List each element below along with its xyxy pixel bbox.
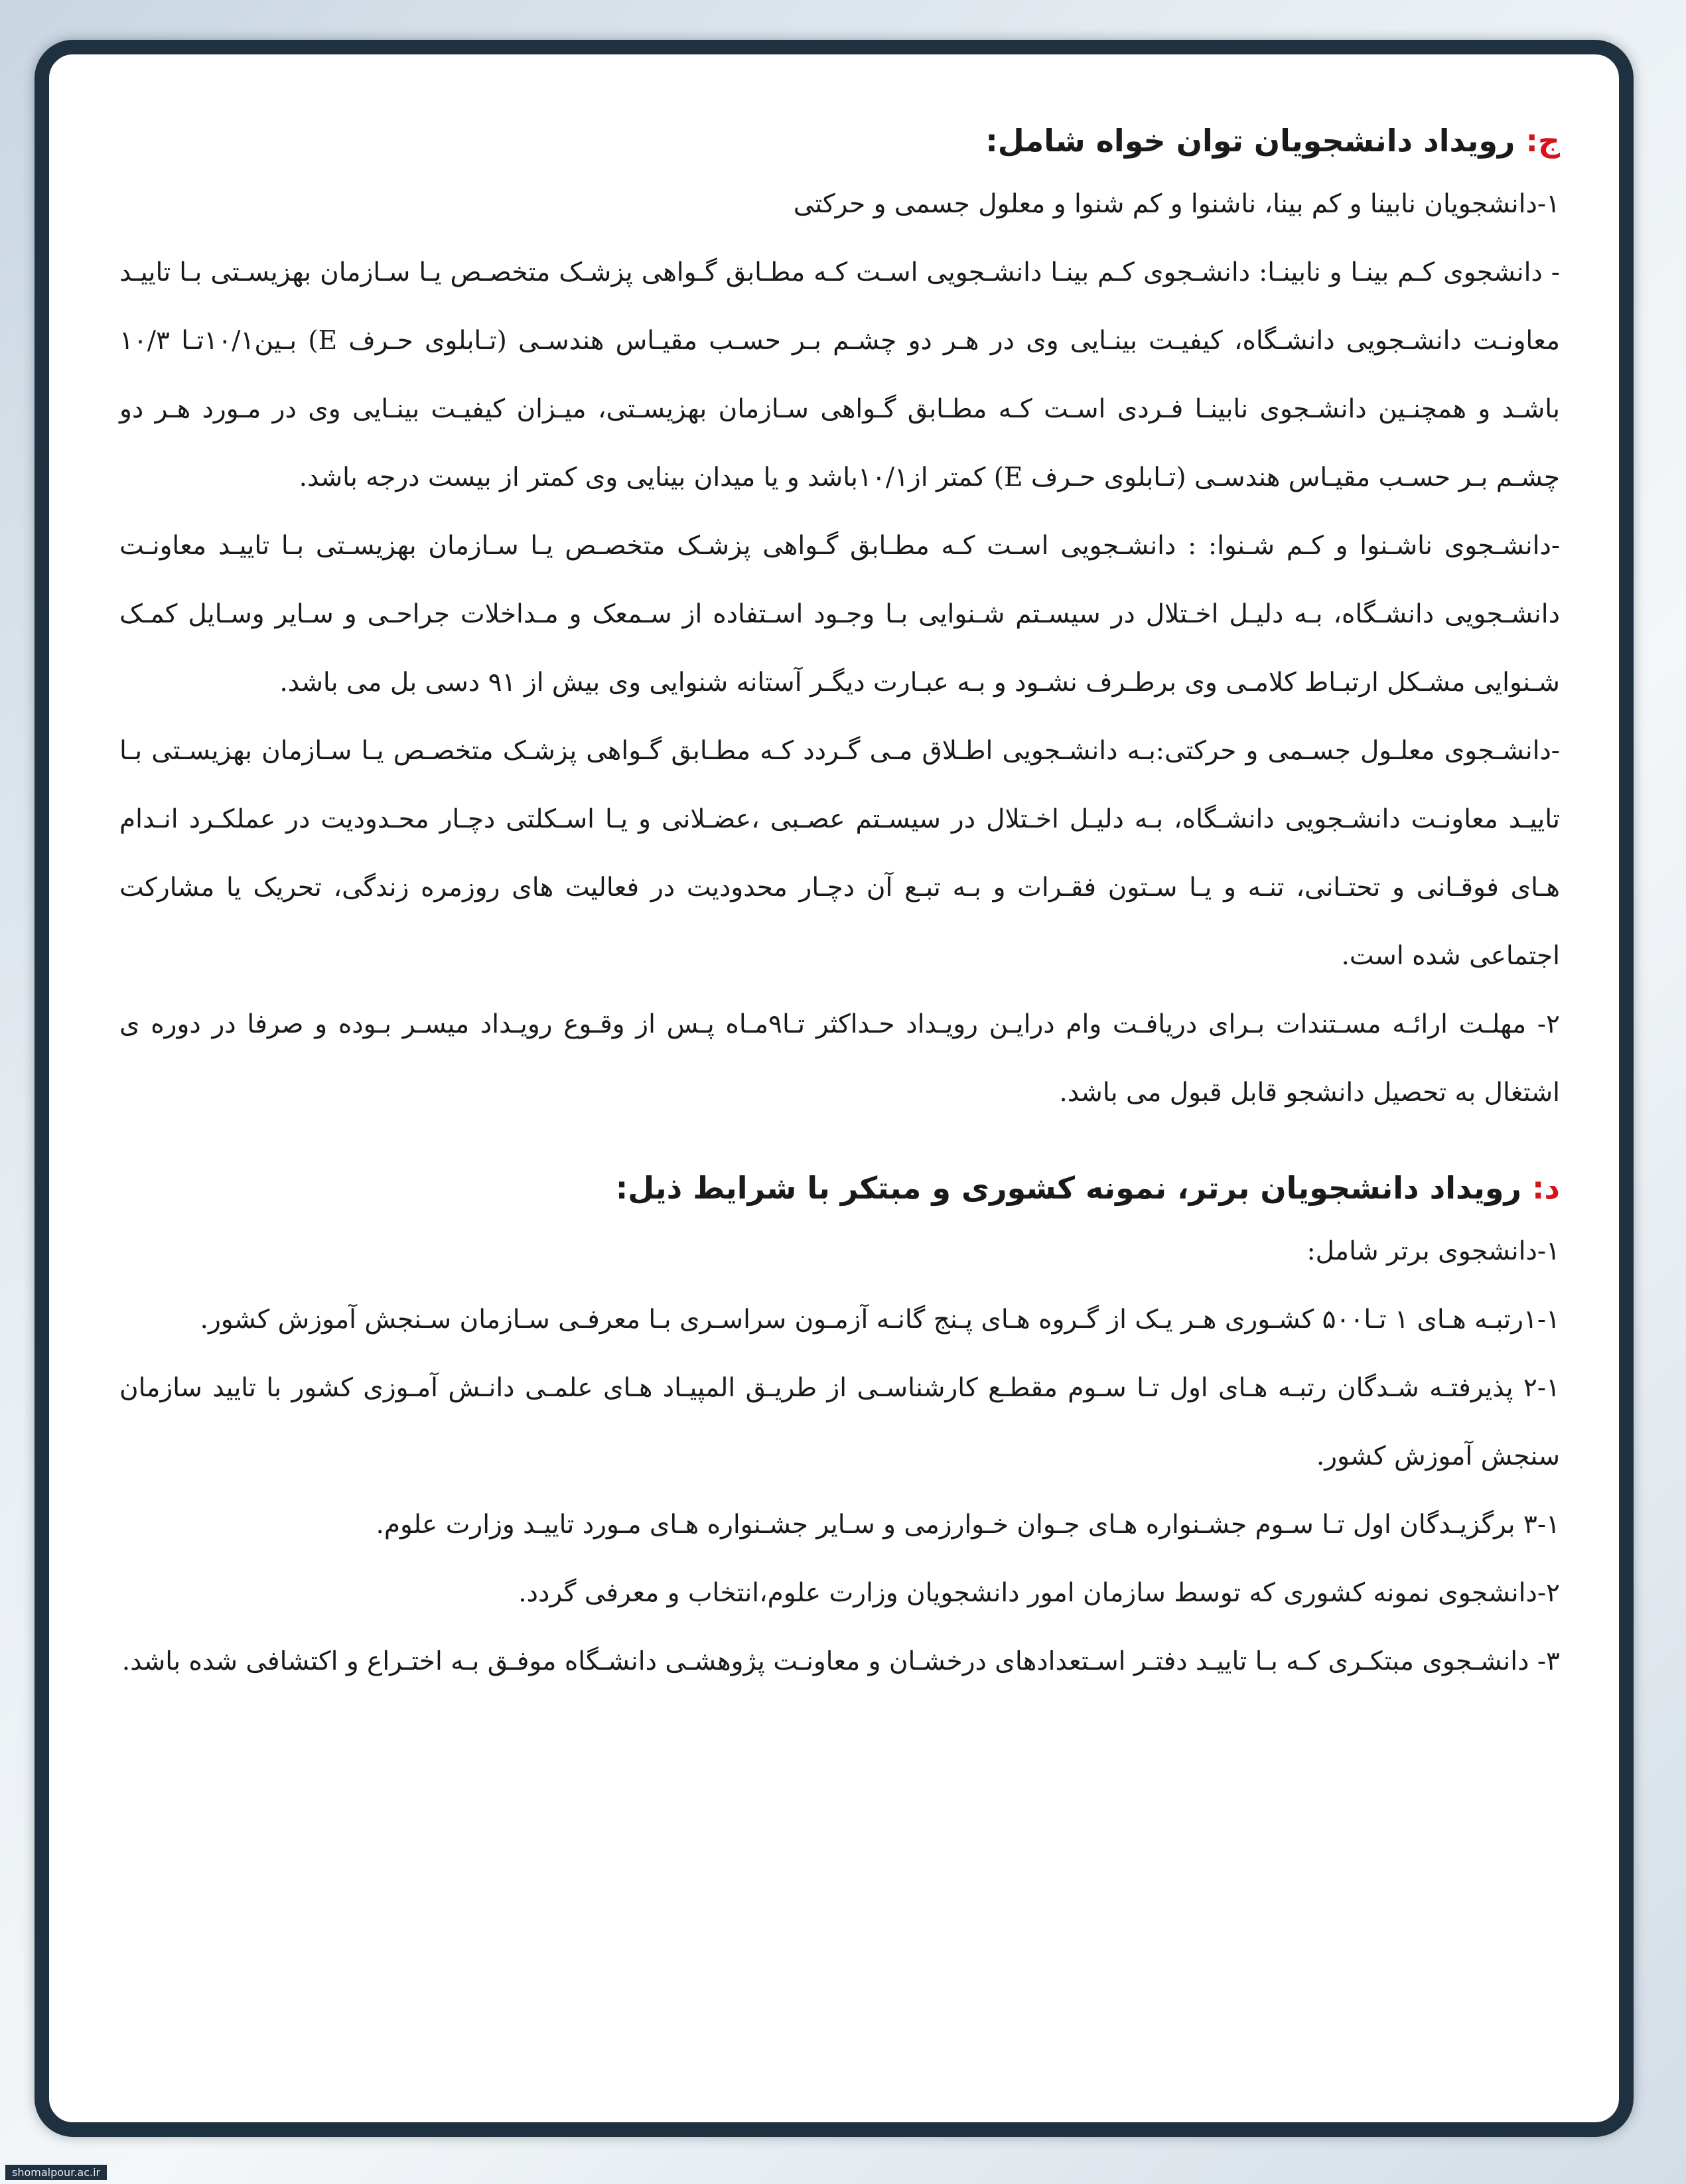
section-j-title: رویداد دانشجویان توان خواه شامل: [985,123,1515,159]
section-d-letter: د: [1531,1170,1560,1206]
section-d-item-1: ۱-دانشجوی برتر شامل: [1306,1236,1560,1266]
section-d-item-1-3: ۳-۱ برگزیـدگان اول تـا سـوم جشـنواره هـای جـوان خـوارزمی و سـایر جشـنواره هـای مـورد تاییـد وزارت علوم. [376,1510,1560,1540]
section-spacer [119,1127,1560,1159]
section-j-item-hearing: -دانشـجوی ناشـنوا و کـم شـنوا: : دانشـجویی اسـت کـه مطـابق گـواهی پزشـک متخصـص یـا سـازمان بهزیسـتی بـا تاییـد معاونـت دانشـجویی دانشـگاه، بـه دلیـل اخـتلال در سیسـتم شـنوایی بـا وجـود اسـتفاده از سـمعک و مـداخلات جراحـی و سـایر وسـایل کمـک شـنوایی مشـکل ارتبـاط کلامـی وی برطـرف نشـود و بـه عبـارت دیگـر آستانه شنوایی وی بیش از ۹۱ دسی بل می باشد. [119,531,1560,697]
section-d-title: رویداد دانشجویان برتر، نمونه کشوری و مبتکر با شرایط ذیل: [615,1170,1521,1206]
section-d-item-1-2: ۲-۱ پذیرفتـه شـدگان رتبـه هـای اول تـا سـوم مقطـع کارشناسـی از طریـق المپیـاد هـای علمـی دانـش آمـوزی کشور با تایید سازمان سنجش آموزش کشور. [119,1373,1560,1471]
document-body [119,111,1560,1696]
section-j-item-vision: - دانشجوی کـم بینـا و نابینـا: دانشـجوی کـم بینـا دانشـجویی اسـت کـه مطـابق گـواهی پزشـک متخصـص یـا سـازمان بهزیسـتی بـا تاییـد معاونـت دانشـجویی دانشـگاه، کیفیـت بینـایی وی در هـر دو چشـم بـر حسـب مقیـاس هندسـی (تـابلوی حـرف E) بـین۱۰/۱تـا ۱۰/۳ باشـد و همچنـین دانشـجوی نابینـا فـردی اسـت کـه مطـابق گـواهی سـازمان بهزیسـتی، میـزان کیفیـت بینـایی وی در مـورد هـر دو چشـم بـر حسـب مقیـاس هندسـی (تـابلوی حـرف E) کمتر از۱۰/۱باشد و یا میدان بینایی وی کمتر از بیست درجه باشد. [119,257,1560,492]
section-d-item-2: ۲-دانشجوی نمونه کشوری که توسط سازمان امور دانشجویان وزارت علوم،انتخاب و معرفی گردد. [518,1578,1560,1608]
site-watermark: shomalpour.ac.ir [5,2165,107,2180]
section-d-item-1-1: ۱-۱رتبـه هـای ۱ تـا۵۰۰ کشـوری هـر یـک از گـروه هـای پـنج گانـه آزمـون سراسـری بـا معرفـی سـازمان سـنجش آموزش کشور. [200,1305,1560,1335]
section-j-letter: ج: [1525,123,1560,159]
section-j-heading [119,111,1560,170]
section-j-item-1: ۱-دانشجویان نابینا و کم بینا، ناشنوا و کم شنوا و معلول جسمی و حرکتی [793,189,1560,219]
section-j-item-physical: -دانشـجوی معلـول جسـمی و حرکتی:بـه دانشـجویی اطـلاق مـی گـردد کـه مطـابق گـواهی پزشـک متخصـص یـا سـازمان بهزیسـتی بـا تاییـد معاونـت دانشـجویی دانشـگاه، بـه دلیـل اخـتلال در سیسـتم عصـبی ،عضـلانی و یـا اسـکلتی دچـار محـدودیت در عملکـرد انـدام هـای فوقـانی و تحتـانی، تنـه و یـا سـتون فقـرات و بـه تبـع آن دچـار محدودیت در فعالیت های روزمره زندگی، تحریک یا مشارکت اجتماعی شده است. [119,736,1560,971]
section-d-item-3: ۳- دانشـجوی مبتکـری کـه بـا تاییـد دفتـر اسـتعدادهای درخشـان و معاونـت پژوهشـی دانشـگاه موفـق بـه اختـراع و اکتشافی شده باشد. [121,1646,1560,1676]
section-j-item-2: ۲- مهلـت ارائـه مسـتندات بـرای دریافـت وام درایـن رویـداد حـداکثر تـا۹مـاه پـس از وقـوع رویـداد میسـر بـوده و صرفا در دوره ی اشتغال به تحصیل دانشجو قابل قبول می باشد. [119,1009,1560,1108]
section-d-heading [119,1159,1560,1217]
